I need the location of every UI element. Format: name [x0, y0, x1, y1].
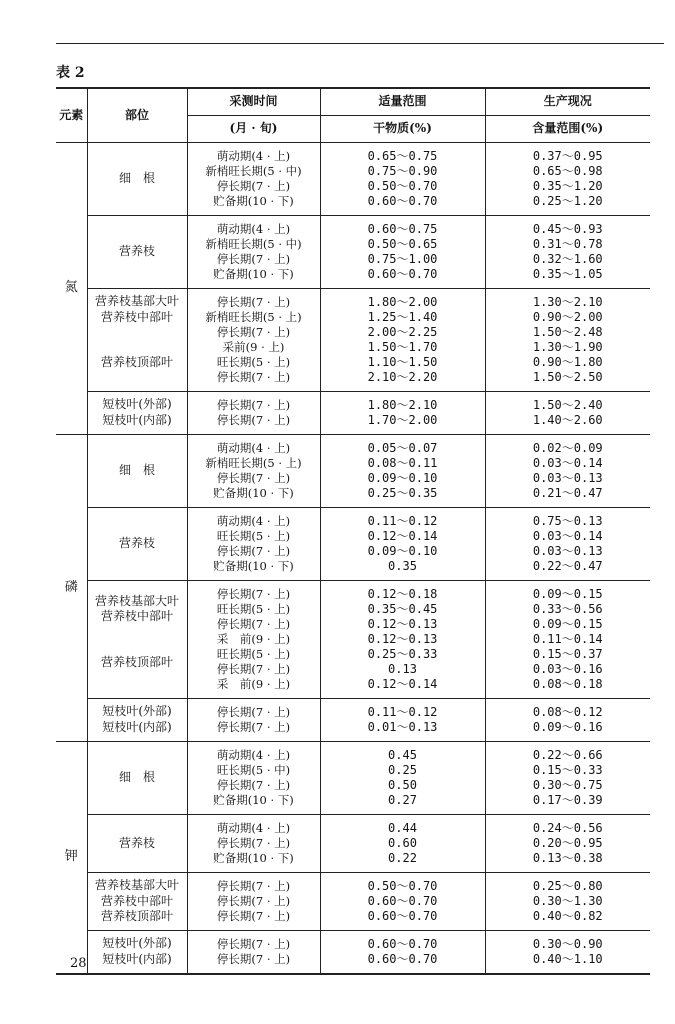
part-cell — [87, 931, 187, 975]
current-range-value: 0.15～0.33 — [532, 763, 603, 777]
optimal-range-value: 0.60～0.70 — [367, 894, 438, 908]
current-range-value: 0.03～0.14 — [532, 529, 603, 543]
part-label: 营养枝基部大叶 — [94, 593, 179, 608]
optimal-range-value: 0.35 — [388, 559, 417, 573]
current-range-value: 0.03～0.14 — [532, 456, 603, 470]
table-row — [56, 289, 650, 392]
current-range-value: 1.40～2.60 — [532, 413, 603, 427]
current-range-value: 0.03～0.16 — [532, 662, 603, 676]
sample-time-cell — [187, 581, 320, 699]
optimal-range-value: 0.60～0.70 — [367, 909, 438, 923]
optimal-range-value: 0.13 — [388, 662, 417, 676]
sample-time-value: 萌动期(4 · 上) — [216, 748, 291, 762]
sample-time-value: 停长期(7 · 上) — [216, 952, 291, 966]
part-label: 营养枝 — [118, 835, 155, 850]
current-range-value: 1.50～2.40 — [532, 398, 603, 412]
sample-time-value: 旺长期(5 · 上) — [216, 529, 291, 543]
sample-time-value: 新梢旺长期(5 · 上) — [205, 456, 302, 470]
part-cell — [87, 815, 187, 873]
current-range-value: 0.09～0.16 — [532, 720, 603, 734]
table-body — [56, 143, 650, 975]
optimal-range-value: 0.60～0.70 — [367, 194, 438, 208]
current-range-value: 0.15～0.37 — [532, 647, 603, 661]
current-range-value: 0.13～0.38 — [532, 851, 603, 865]
header-time: 采测时间 — [187, 88, 320, 116]
current-range-value: 0.33～0.56 — [532, 602, 603, 616]
table-row — [56, 581, 650, 699]
sample-time-cell — [187, 815, 320, 873]
current-range-value: 1.30～1.90 — [532, 340, 603, 354]
current-range-value: 0.45～0.93 — [532, 222, 603, 236]
current-range-value: 0.31～0.78 — [532, 237, 603, 251]
current-range-cell — [485, 216, 650, 289]
sample-time-value: 贮备期(10 · 下) — [213, 194, 294, 208]
optimal-range-value: 0.50～0.70 — [367, 179, 438, 193]
part-label: 细 根 — [118, 171, 155, 186]
current-range-value: 1.30～2.10 — [532, 295, 603, 309]
part-label: 细 根 — [118, 463, 155, 478]
part-cell — [87, 289, 187, 392]
sample-time-cell — [187, 742, 320, 815]
sample-time-value: 萌动期(4 · 上) — [216, 222, 291, 236]
sample-time-value: 贮备期(10 · 下) — [213, 851, 294, 865]
current-range-value: 0.08～0.18 — [532, 677, 603, 691]
current-range-cell — [485, 392, 650, 435]
optimal-range-value: 0.12～0.14 — [367, 529, 438, 543]
current-range-value: 0.40～0.82 — [532, 909, 603, 923]
part-label: 细 根 — [118, 770, 155, 785]
optimal-range-value: 0.50～0.65 — [367, 237, 438, 251]
sample-time-cell — [187, 143, 320, 216]
optimal-range-value: 0.11～0.12 — [367, 514, 438, 528]
part-label: 营养枝基部大叶 — [94, 878, 179, 893]
part-cell — [87, 508, 187, 581]
optimal-range-cell — [320, 508, 485, 581]
part-label: 营养枝顶部叶 — [100, 355, 173, 370]
optimal-range-value: 0.50～0.70 — [367, 879, 438, 893]
optimal-range-value: 0.60～0.70 — [367, 267, 438, 281]
sample-time-value: 停长期(7 · 上) — [216, 879, 291, 893]
sample-time-value: 停长期(7 · 上) — [216, 662, 291, 676]
current-range-value: 0.08～0.12 — [532, 705, 603, 719]
current-range-value: 0.35～1.05 — [532, 267, 603, 281]
sample-time-value: 停长期(7 · 上) — [216, 617, 291, 631]
current-range-value: 0.21～0.47 — [532, 486, 603, 500]
part-label: 营养枝顶部叶 — [100, 654, 173, 669]
optimal-range-value: 0.25 — [388, 763, 417, 777]
part-label: 营养枝中部叶 — [100, 609, 173, 624]
sample-time-value: 停长期(7 · 上) — [216, 836, 291, 850]
optimal-range-value: 1.50～1.70 — [367, 340, 438, 354]
current-range-value: 0.25～1.20 — [532, 194, 603, 208]
sample-time-cell — [187, 392, 320, 435]
current-range-value: 0.22～0.66 — [532, 748, 603, 762]
optimal-range-value: 0.25～0.33 — [367, 647, 438, 661]
optimal-range-cell — [320, 581, 485, 699]
current-range-value: 0.30～0.90 — [532, 937, 603, 951]
part-label: 短枝叶(外部) — [102, 704, 172, 719]
table-row — [56, 873, 650, 931]
part-label: 营养枝 — [118, 244, 155, 259]
part-cell — [87, 581, 187, 699]
optimal-range-value: 0.75～0.90 — [367, 164, 438, 178]
current-range-value: 0.02～0.09 — [532, 441, 603, 455]
part-label: 营养枝基部大叶 — [94, 294, 179, 309]
optimal-range-cell — [320, 289, 485, 392]
nutrient-table — [56, 87, 650, 975]
part-cell — [87, 742, 187, 815]
sample-time-cell — [187, 435, 320, 508]
current-range-value: 0.17～0.39 — [532, 793, 603, 807]
optimal-range-cell — [320, 931, 485, 975]
current-range-value: 0.90～2.00 — [532, 310, 603, 324]
sample-time-value: 采前(9 · 上) — [222, 340, 285, 354]
header-part: 部位 — [87, 88, 187, 143]
current-range-cell — [485, 581, 650, 699]
part-cell — [87, 699, 187, 742]
current-range-cell — [485, 508, 650, 581]
part-cell — [87, 216, 187, 289]
header-range-unit: 干物质(%) — [320, 116, 485, 143]
part-label: 营养枝中部叶 — [100, 893, 173, 908]
optimal-range-value: 0.05～0.07 — [367, 441, 438, 455]
table-row — [56, 143, 650, 216]
current-range-value: 0.65～0.98 — [532, 164, 603, 178]
table-row — [56, 815, 650, 873]
sample-time-value: 停长期(7 · 上) — [216, 370, 291, 384]
optimal-range-value: 0.60 — [388, 836, 417, 850]
part-label: 短枝叶(内部) — [102, 952, 172, 966]
optimal-range-value: 0.12～0.14 — [367, 677, 438, 691]
sample-time-value: 新梢旺长期(5 · 上) — [205, 310, 302, 324]
sample-time-value: 停长期(7 · 上) — [216, 720, 291, 734]
current-range-value: 0.22～0.47 — [532, 559, 603, 573]
part-label: 短枝叶(外部) — [102, 397, 172, 412]
optimal-range-cell — [320, 742, 485, 815]
optimal-range-value: 0.60～0.75 — [367, 222, 438, 236]
sample-time-value: 贮备期(10 · 下) — [213, 793, 294, 807]
table-row — [56, 435, 650, 508]
sample-time-value: 停长期(7 · 上) — [216, 909, 291, 923]
optimal-range-value: 0.60～0.70 — [367, 937, 438, 951]
sample-time-value: 停长期(7 · 上) — [216, 398, 291, 412]
table-row — [56, 931, 650, 975]
sample-time-value: 萌动期(4 · 上) — [216, 149, 291, 163]
sample-time-value: 萌动期(4 · 上) — [216, 821, 291, 835]
header-time-unit: (月 · 旬) — [187, 116, 320, 143]
sample-time-value: 停长期(7 · 上) — [216, 295, 291, 309]
table-row — [56, 699, 650, 742]
current-range-value: 0.37～0.95 — [532, 149, 603, 163]
part-cell — [87, 435, 187, 508]
optimal-range-value: 0.35～0.45 — [367, 602, 438, 616]
current-range-cell — [485, 873, 650, 931]
current-range-value: 0.75～0.13 — [532, 514, 603, 528]
optimal-range-value: 0.45 — [388, 748, 417, 762]
sample-time-value: 旺长期(5 · 中) — [216, 763, 291, 777]
sample-time-value: 停长期(7 · 上) — [216, 937, 291, 951]
current-range-value: 0.30～0.75 — [532, 778, 603, 792]
sample-time-value: 停长期(7 · 上) — [216, 778, 291, 792]
sample-time-cell — [187, 216, 320, 289]
element-cell: 钾 — [56, 742, 87, 975]
sample-time-value: 采 前(9 · 上) — [216, 632, 291, 646]
header-element: 元素 — [56, 88, 87, 143]
optimal-range-cell — [320, 699, 485, 742]
current-range-value: 0.24～0.56 — [532, 821, 603, 835]
current-range-value: 0.09～0.15 — [532, 617, 603, 631]
current-range-value: 0.40～1.10 — [532, 952, 603, 966]
part-cell — [87, 143, 187, 216]
current-range-value: 1.50～2.50 — [532, 370, 603, 384]
optimal-range-value: 1.80～2.00 — [367, 295, 438, 309]
header-range: 适量范围 — [320, 88, 485, 116]
current-range-cell — [485, 435, 650, 508]
sample-time-value: 新梢旺长期(5 · 中) — [205, 237, 302, 251]
part-label: 短枝叶(内部) — [102, 413, 172, 427]
part-cell — [87, 392, 187, 435]
part-label — [89, 340, 186, 355]
optimal-range-value: 1.10～1.50 — [367, 355, 438, 369]
optimal-range-value: 0.60～0.70 — [367, 952, 438, 966]
optimal-range-cell — [320, 216, 485, 289]
current-range-cell — [485, 815, 650, 873]
optimal-range-value: 0.11～0.12 — [367, 705, 438, 719]
optimal-range-value: 0.01～0.13 — [367, 720, 438, 734]
part-label: 短枝叶(外部) — [102, 936, 172, 951]
sample-time-value: 贮备期(10 · 下) — [213, 559, 294, 573]
current-range-cell — [485, 742, 650, 815]
optimal-range-value: 0.27 — [388, 793, 417, 807]
optimal-range-value: 0.22 — [388, 851, 417, 865]
optimal-range-value: 0.09～0.10 — [367, 544, 438, 558]
optimal-range-value: 2.10～2.20 — [367, 370, 438, 384]
table-row — [56, 392, 650, 435]
current-range-value: 0.03～0.13 — [532, 544, 603, 558]
current-range-cell — [485, 289, 650, 392]
sample-time-cell — [187, 931, 320, 975]
current-range-cell — [485, 143, 650, 216]
part-label: 营养枝 — [118, 536, 155, 551]
current-range-value: 0.11～0.14 — [532, 632, 603, 646]
current-range-value: 0.32～1.60 — [532, 252, 603, 266]
element-cell: 氮 — [56, 143, 87, 435]
header-status: 生产现况 — [485, 88, 650, 116]
current-range-value: 0.03～0.13 — [532, 471, 603, 485]
table-row — [56, 216, 650, 289]
table-row — [56, 742, 650, 815]
table-caption: 表 2 — [56, 65, 85, 81]
optimal-range-cell — [320, 392, 485, 435]
current-range-value: 0.25～0.80 — [532, 879, 603, 893]
sample-time-value: 停长期(7 · 上) — [216, 471, 291, 485]
sample-time-value: 贮备期(10 · 下) — [213, 486, 294, 500]
page-number: 28 — [70, 956, 87, 971]
sample-time-value: 停长期(7 · 上) — [216, 544, 291, 558]
sample-time-value: 停长期(7 · 上) — [216, 705, 291, 719]
part-label — [89, 625, 186, 640]
optimal-range-value: 2.00～2.25 — [367, 325, 438, 339]
top-rule — [56, 43, 664, 44]
part-cell — [87, 873, 187, 931]
optimal-range-value: 1.80～2.10 — [367, 398, 438, 412]
current-range-cell — [485, 931, 650, 975]
sample-time-cell — [187, 699, 320, 742]
sample-time-cell — [187, 508, 320, 581]
part-label: 营养枝中部叶 — [100, 309, 173, 324]
sample-time-value: 萌动期(4 · 上) — [216, 441, 291, 455]
sample-time-cell — [187, 873, 320, 931]
optimal-range-value: 0.12～0.18 — [367, 587, 438, 601]
current-range-value: 0.35～1.20 — [532, 179, 603, 193]
part-label — [89, 670, 186, 685]
optimal-range-value: 0.12～0.13 — [367, 632, 438, 646]
optimal-range-value: 0.09～0.10 — [367, 471, 438, 485]
element-cell: 磷 — [56, 435, 87, 742]
sample-time-value: 停长期(7 · 上) — [216, 179, 291, 193]
sample-time-value: 停长期(7 · 上) — [216, 413, 291, 427]
current-range-value: 0.20～0.95 — [532, 836, 603, 850]
part-label: 短枝叶(内部) — [102, 720, 172, 734]
sample-time-value: 旺长期(5 · 上) — [216, 355, 291, 369]
part-label — [89, 325, 186, 340]
optimal-range-value: 0.50 — [388, 778, 417, 792]
sample-time-value: 旺长期(5 · 上) — [216, 647, 291, 661]
optimal-range-value: 0.75～1.00 — [367, 252, 438, 266]
sample-time-value: 停长期(7 · 上) — [216, 252, 291, 266]
sample-time-value: 新梢旺长期(5 · 中) — [205, 164, 302, 178]
sample-time-value: 采 前(9 · 上) — [216, 677, 291, 691]
sample-time-value: 停长期(7 · 上) — [216, 587, 291, 601]
optimal-range-value: 1.25～1.40 — [367, 310, 438, 324]
table-row — [56, 508, 650, 581]
optimal-range-value: 0.65～0.75 — [367, 149, 438, 163]
sample-time-value: 旺长期(5 · 上) — [216, 602, 291, 616]
part-label — [89, 371, 186, 386]
part-label — [89, 640, 186, 655]
optimal-range-cell — [320, 873, 485, 931]
optimal-range-value: 0.44 — [388, 821, 417, 835]
sample-time-value: 停长期(7 · 上) — [216, 325, 291, 339]
optimal-range-cell — [320, 143, 485, 216]
current-range-value: 0.09～0.15 — [532, 587, 603, 601]
current-range-value: 1.50～2.48 — [532, 325, 603, 339]
current-range-value: 0.90～1.80 — [532, 355, 603, 369]
optimal-range-value: 0.08～0.11 — [367, 456, 438, 470]
header-status-unit: 含量范围(%) — [485, 116, 650, 143]
optimal-range-value: 1.70～2.00 — [367, 413, 438, 427]
sample-time-cell — [187, 289, 320, 392]
sample-time-value: 贮备期(10 · 下) — [213, 267, 294, 281]
sample-time-value: 停长期(7 · 上) — [216, 894, 291, 908]
optimal-range-cell — [320, 435, 485, 508]
optimal-range-value: 0.12～0.13 — [367, 617, 438, 631]
optimal-range-cell — [320, 815, 485, 873]
current-range-cell — [485, 699, 650, 742]
sample-time-value: 萌动期(4 · 上) — [216, 514, 291, 528]
current-range-value: 0.30～1.30 — [532, 894, 603, 908]
optimal-range-value: 0.25～0.35 — [367, 486, 438, 500]
part-label: 营养枝顶部叶 — [100, 909, 173, 924]
